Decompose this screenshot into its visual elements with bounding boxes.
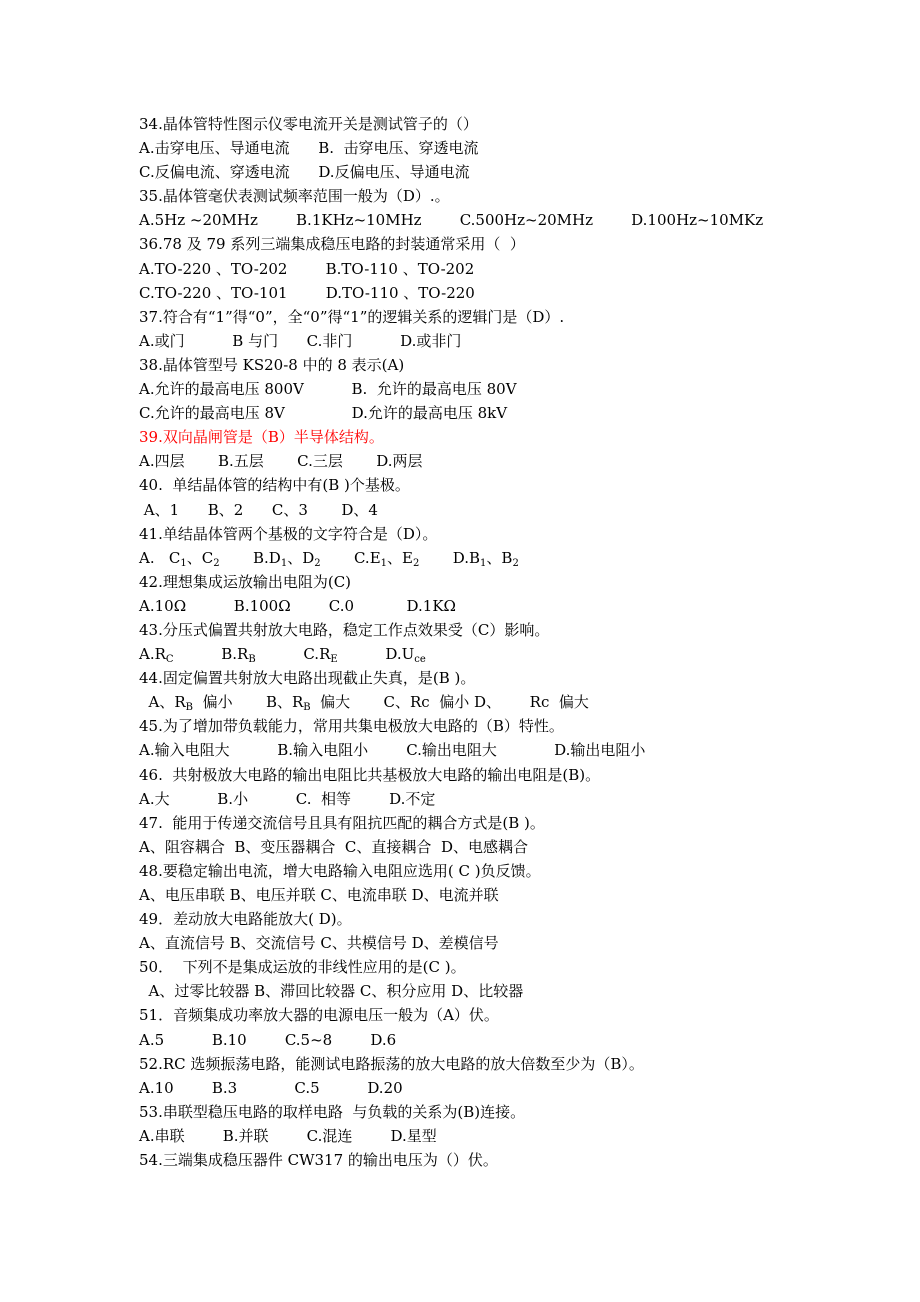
- text-line: [139, 955, 879, 979]
- text-line: 38.晶体管型号 KS20-8 中的 8 表示(A): [139, 355, 405, 374]
- text-line: [139, 835, 879, 859]
- text-line: [139, 1028, 879, 1052]
- subscript: 1: [480, 557, 487, 569]
- text-run: 47. 能用于传递交流信号且具有阻抗匹配的耦合方式是(B )。: [139, 813, 545, 832]
- text-line: [139, 1076, 879, 1100]
- text-line: [139, 666, 879, 690]
- text-line: [139, 642, 879, 666]
- text-line: [139, 1100, 879, 1124]
- text-run: 偏小 B、R: [193, 693, 304, 712]
- subscript: B: [248, 654, 256, 666]
- text-run: 48.要稳定输出电流，增大电路输入电阻应选用( C )负反馈。: [139, 861, 541, 880]
- text-line: 36.78 及 79 系列三端集成稳压电路的封装通常采用（ ）: [139, 235, 525, 254]
- text-line: [139, 931, 879, 955]
- text-line: A.5Hz ~20MHz B.1KHz~10MHz C.500Hz~20MHz D.100Hz~10MKz: [139, 211, 764, 230]
- subscript: 1: [380, 557, 388, 569]
- text-run: D.B: [419, 548, 481, 567]
- document-body: [139, 112, 879, 1172]
- text-run: A.10Ω B.100Ω C.0 D.1KΩ: [139, 596, 456, 615]
- text-run: A、过零比较器 B、滞回比较器 C、积分应用 D、比较器: [139, 982, 524, 1001]
- text-run: 43.分压式偏置共射放大电路，稳定工作点效果受（C）影响。: [139, 620, 550, 639]
- text-run: 、E: [387, 548, 413, 567]
- text-line: A.或门 B 与门 C.非门 D.或非门: [139, 331, 462, 350]
- text-run: 、C: [186, 548, 214, 567]
- text-line: C.反偏电流、穿透电流 D.反偏电压、导通电流: [139, 163, 470, 182]
- text-line: [139, 811, 879, 835]
- text-line: [139, 570, 879, 594]
- text-line: [139, 546, 879, 570]
- subscript: 2: [213, 557, 220, 569]
- text-run: A. C: [139, 548, 181, 567]
- text-run: A、1 B、2 C、3 D、4: [139, 500, 378, 519]
- text-run: 偏大 C、Rc 偏小 D、 Rc 偏大: [310, 693, 589, 712]
- subscript: B: [185, 702, 194, 714]
- text-line: [139, 714, 879, 738]
- text-run: A.输入电阻大 B.输入电阻小 C.输出电阻大 D.输出电阻小: [139, 741, 646, 760]
- text-run: A、R: [139, 693, 186, 712]
- text-line: [139, 498, 879, 522]
- text-run: A.串联 B.并联 C.混连 D.星型: [139, 1126, 437, 1145]
- subscript: 2: [512, 557, 519, 569]
- text-line: [139, 738, 879, 762]
- text-run: B.D: [219, 548, 281, 567]
- text-line: [139, 594, 879, 618]
- text-line: 39.双向晶闸管是（B）半导体结构。: [139, 428, 384, 447]
- text-line: 37.符合有“1”得“0”，全“0”得“1”的逻辑关系的逻辑门是（D）.: [139, 307, 565, 326]
- text-line: [139, 883, 879, 907]
- text-line: A.击穿电压、导通电流 B. 击穿电压、穿透电流: [139, 139, 479, 158]
- text-line: [139, 522, 879, 546]
- text-run: 、D: [287, 548, 315, 567]
- text-run: 53.串联型稳压电路的取样电路 与负载的关系为(B)连接。: [139, 1102, 526, 1121]
- text-line: A.允许的最高电压 800V B. 允许的最高电压 80V: [139, 380, 517, 399]
- text-line: [139, 979, 879, 1003]
- text-run: 52.RC 选频振荡电路，能测试电路振荡的放大电路的放大倍数至少为（B）。: [139, 1054, 644, 1073]
- text-run: 45.为了增加带负载能力，常用共集电极放大电路的（B）特性。: [139, 717, 564, 736]
- subscript: 2: [314, 557, 321, 569]
- text-run: A、直流信号 B、交流信号 C、共模信号 D、差模信号: [139, 934, 499, 953]
- text-line: [139, 1052, 879, 1076]
- text-line: 40. 单结晶体管的结构中有(B )个基极。: [139, 476, 410, 495]
- text-run: D.U: [337, 645, 415, 664]
- text-run: 41.单结晶体管两个基极的文字符合是（D）。: [139, 524, 438, 543]
- subscript: 1: [280, 557, 288, 569]
- text-run: B.R: [173, 645, 249, 664]
- text-run: 51．音频集成功率放大器的电源电压一般为（A）伏。: [139, 1006, 499, 1025]
- text-line: [139, 1124, 879, 1148]
- subscript: 2: [412, 557, 420, 569]
- text-line: [139, 690, 879, 714]
- text-line: [139, 907, 879, 931]
- text-run: A、电压串联 B、电压并联 C、电流串联 D、电流并联: [139, 886, 499, 904]
- text-line: A.四层 B.五层 C.三层 D.两层: [139, 452, 423, 471]
- text-run: A.大 B.小 C. 相等 D.不定: [139, 789, 436, 808]
- text-run: A.10 B.3 C.5 D.20: [139, 1078, 403, 1097]
- text-line: [139, 1003, 879, 1027]
- text-line: C.允许的最高电压 8V D.允许的最高电压 8kV: [139, 404, 508, 423]
- text-line: 34.晶体管特性图示仪零电流开关是测试管子的（）: [139, 115, 478, 133]
- text-run: 54.三端集成稳压器件 CW317 的输出电压为（）伏。: [139, 1151, 498, 1170]
- text-run: 、B: [486, 548, 513, 567]
- text-run: A、阻容耦合 B、变压器耦合 C、直接耦合 D、电感耦合: [139, 837, 528, 856]
- subscript: E: [330, 654, 338, 666]
- text-run: 50． 下列不是集成运放的非线性应用的是(C )。: [139, 958, 466, 977]
- subscript: C: [165, 654, 174, 666]
- text-line: [139, 763, 879, 787]
- text-line: [139, 618, 879, 642]
- text-run: 42.理想集成运放输出电阻为(C): [139, 572, 352, 591]
- text-line: [139, 787, 879, 811]
- text-run: A.5 B.10 C.5~8 D.6: [139, 1030, 397, 1049]
- subscript: ce: [414, 654, 426, 666]
- subscript: 1: [180, 557, 187, 569]
- text-run: 49．差动放大电路能放大( D)。: [139, 910, 352, 929]
- text-line: [139, 1148, 879, 1172]
- text-run: 44.固定偏置共射放大电路出现截止失真，是(B )。: [139, 669, 476, 688]
- text-run: C.E: [320, 548, 381, 567]
- text-run: A.R: [139, 645, 166, 664]
- text-line: A.TO-220 、TO-202 B.TO-110 、TO-202: [139, 259, 475, 278]
- subscript: B: [303, 702, 311, 714]
- text-run: 46. 共射极放大电路的输出电阻比共基极放大电路的输出电阻是(B)。: [139, 765, 601, 784]
- text-line: C.TO-220 、TO-101 D.TO-110 、TO-220: [139, 283, 475, 302]
- text-line: [139, 859, 879, 883]
- text-run: C.R: [255, 645, 331, 664]
- text-line: 35.晶体管毫伏表测试频率范围一般为（D）.。: [139, 187, 450, 206]
